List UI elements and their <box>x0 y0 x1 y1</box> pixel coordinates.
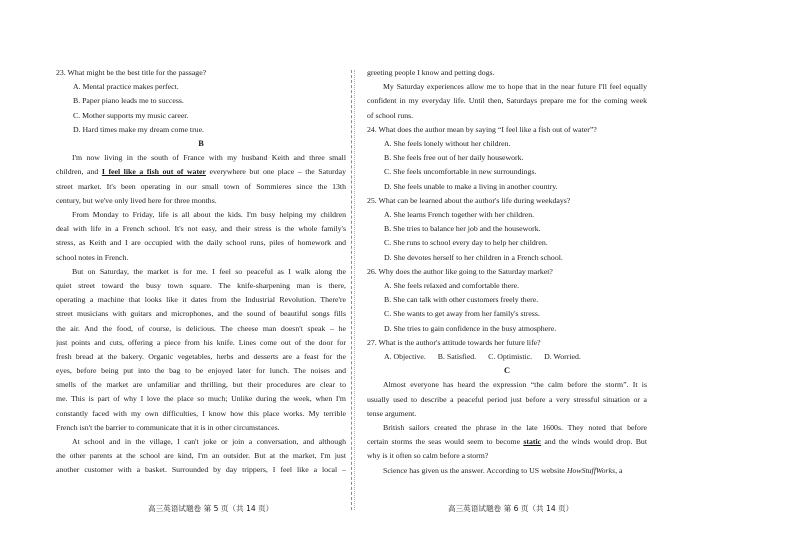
text-line: me. This is part of why I love the place so much; Unlike during the week, when I'm <box>56 394 346 404</box>
section-c-heading: C <box>503 366 511 376</box>
text-line: eyes, before being put into the bag to be enjoyed later for lunch. The noises and <box>56 366 346 376</box>
option-c: C. She runs to school every day to help her children. <box>384 238 548 248</box>
underlined-phrase: I feel like a fish out of water <box>101 167 206 177</box>
text-line: the air. And the food, of course, is delicious. The cheese man doesn't speak – he <box>56 323 346 333</box>
text-span: everywhere but one place – the Saturday <box>205 167 346 177</box>
text-line: From Monday to Friday, life is all about the kids. I'm busy helping my children <box>72 209 346 219</box>
text-span: children, and <box>56 167 102 177</box>
text-line: confident in my everyday life. Until then, Saturdays prepare me for the coming week <box>367 96 647 106</box>
text-line: My Saturday experiences allow me to hope that in the near future I'll feel equally <box>383 82 647 92</box>
passage-c-paragraph-3 <box>367 464 647 478</box>
text-line: usually used to describe a peaceful period just before a very stressful situation or a <box>367 394 647 404</box>
text-span: certain storms the seas would seem to become <box>367 437 524 447</box>
question-23 <box>56 66 346 137</box>
option-c: C. She wants to get away from her family's stress. <box>384 309 540 319</box>
left-column <box>56 66 346 478</box>
question-24 <box>367 123 647 194</box>
option-a: A. She feels lonely without her children. <box>384 138 511 148</box>
text-line: another customer with a basket. Surrounded by day trippers, I feel like a local – <box>56 465 346 475</box>
binding-line <box>354 70 355 510</box>
page-footer-right: 高三英语试题卷 第 6 页（共 14 页） <box>448 504 574 513</box>
text-line: street market. It's been operating in our small town of Sommieres since the 13th <box>56 181 346 191</box>
text-line: Almost everyone has heard the expression “the calm before the storm”. It is <box>383 380 647 390</box>
text-line <box>367 464 647 478</box>
text-line: the other parents at the school are kind, I'm an outsider. But at the market, I'm just <box>56 451 346 461</box>
option-c: C. She feels uncomfortable in new surroundings. <box>384 167 537 177</box>
text-line: French isn't the barrier to communicate that it is in other circumstances. <box>56 422 280 432</box>
option-b: B. Paper piano leads me to success. <box>73 96 184 106</box>
text-span: and the winds would drop. But <box>541 437 647 447</box>
question-27 <box>367 336 647 364</box>
question-stem: 23. What might be the best title for the passage? <box>56 68 207 77</box>
passage-b-paragraph-1 <box>56 151 346 208</box>
question-25 <box>367 194 647 265</box>
option-d: D. She devotes herself to her children in a French school. <box>384 252 563 262</box>
text-line: of school runs. <box>367 110 414 120</box>
text-line: tense argument. <box>367 408 417 418</box>
section-b-heading: B <box>198 139 204 149</box>
question-stem: 25. What can be learned about the author's life during weekdays? <box>367 195 571 205</box>
right-column <box>367 66 647 478</box>
text-line: why is it often so calm before a storm? <box>367 451 489 461</box>
option-a: A. Objective. <box>384 352 426 362</box>
website-name: HowStuffWorks <box>566 465 616 475</box>
text-line: I'm now living in the south of France with my husband Keith and three small <box>72 153 346 163</box>
text-line: just points and cuts, offering a piece from his knife. Lines come out of the door for <box>56 337 346 347</box>
text-line: century, but we've only lived here for three months. <box>56 195 217 205</box>
option-d: D. She tries to gain confidence in the busy atmosphere. <box>384 323 557 333</box>
passage-c-paragraph-1 <box>367 378 647 421</box>
text-line: operating a machine that looks like it dates from the Industrial Revolution. There're <box>56 295 346 305</box>
text-span: , a <box>615 465 623 475</box>
option-d: D. Worried. <box>544 352 581 362</box>
question-stem: 24. What does the author mean by saying “I feel like a fish out of water”? <box>367 124 597 134</box>
option-a: A. She learns French together with her children. <box>384 210 535 219</box>
text-line <box>56 165 346 179</box>
text-line: quiet street toward the busy town square. The knife-sharpening man is there, <box>56 280 346 290</box>
option-a: A. Mental practice makes perfect. <box>73 82 179 92</box>
option-c: C. Optimistic. <box>488 352 533 362</box>
option-b: B. She tries to balance her job and the housework. <box>384 224 541 234</box>
text-line <box>367 435 647 449</box>
text-line: smells of the market are unfamiliar and thrilling, but their procedures are clear to <box>56 380 346 390</box>
question-26 <box>367 265 647 336</box>
option-d: D. She feels unable to make a living in another country. <box>384 181 558 191</box>
options-row <box>367 350 647 364</box>
question-stem: 26. Why does the author like going to the Saturday market? <box>367 266 553 276</box>
option-b: B. Satisfied. <box>437 352 477 362</box>
text-line: deal with life in a French school. It's not easy, and their stress is the whole family's <box>56 224 346 234</box>
text-line: stress, as Keith and I are occupied with the daily school runs, piles of homework and <box>56 238 346 248</box>
page-footer-left: 高三英语试题卷 第 5 页（共 14 页） <box>148 504 274 513</box>
option-b: B. She can talk with other customers freely there. <box>384 295 539 305</box>
passage-b-paragraph-4 <box>56 435 346 478</box>
text-line: constantly faced with my own difficulties, I know how this place works. My terrible <box>56 408 346 418</box>
option-b: B. She feels free out of her daily housework. <box>384 153 524 163</box>
passage-b-paragraph-3 <box>56 265 346 435</box>
binding-line <box>351 70 352 510</box>
text-line: But on Saturday, the market is for me. I feel so peaceful as I walk along the <box>72 266 346 276</box>
text-line: fresh bread at the bakery. Organic vegetables, herbs and desserts are a feast for the <box>56 351 346 361</box>
text-line: At school and in the village, I can't joke or join a conversation, and although <box>72 437 346 447</box>
option-a: A. She feels relaxed and comfortable there. <box>384 281 520 291</box>
underlined-word: static <box>523 437 542 447</box>
passage-b-paragraph-5 <box>367 80 647 123</box>
text-line: street musicians with guitars and microphones, and the sound of beautiful songs fills <box>56 309 346 319</box>
question-stem: 27. What is the author's attitude towards her future life? <box>367 337 541 347</box>
text-line: British sailors created the phrase in the late 1600s. They noted that before <box>383 423 647 433</box>
text-line: school notes in French. <box>56 252 129 262</box>
passage-b-paragraph-2 <box>56 208 346 265</box>
option-d: D. Hard times make my dream come true. <box>73 124 204 134</box>
option-c: C. Mother supports my music career. <box>73 110 189 120</box>
text-line: greeting people I know and petting dogs. <box>367 68 495 77</box>
text-span: Science has given us the answer. According to US website <box>383 465 567 475</box>
passage-c-paragraph-2 <box>367 421 647 464</box>
